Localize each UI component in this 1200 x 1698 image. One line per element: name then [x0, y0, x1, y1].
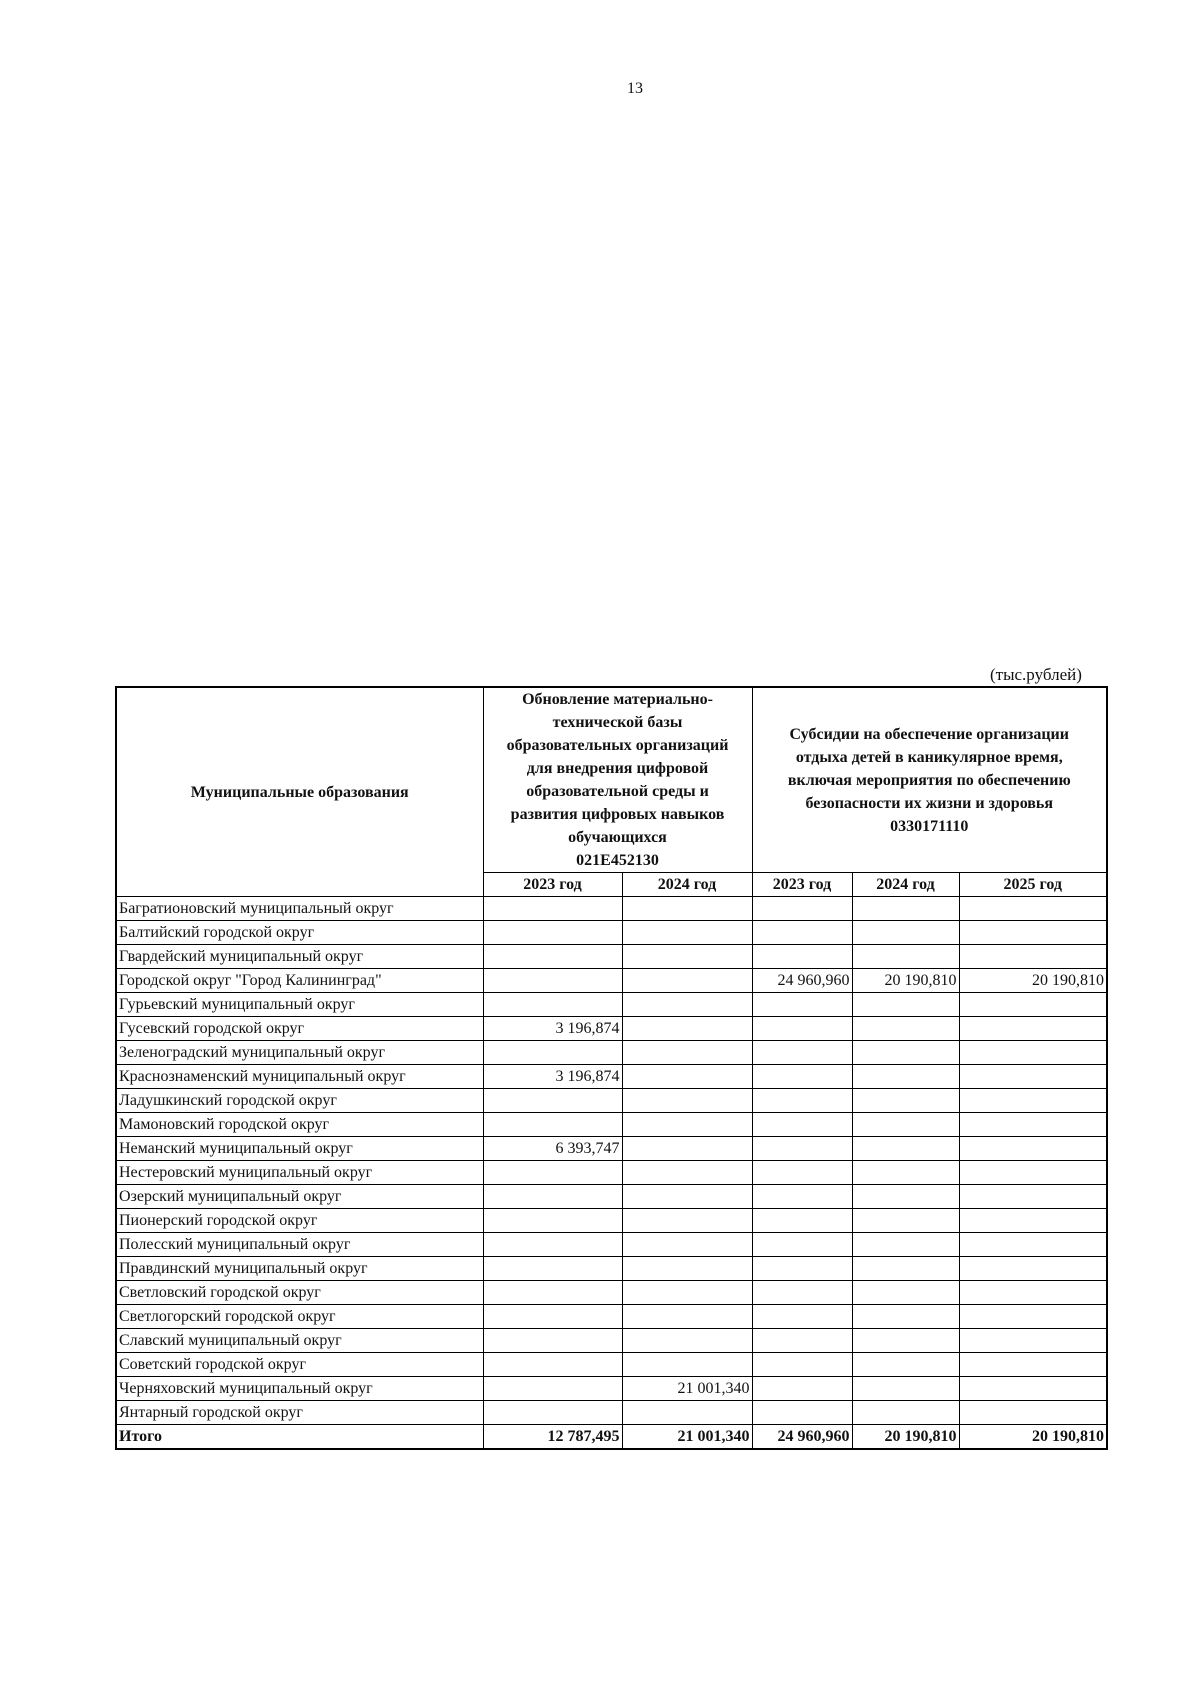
header-year: 2025 год	[959, 873, 1107, 897]
table-row	[116, 1233, 1107, 1257]
table-row	[116, 1401, 1107, 1425]
amount-cell: 21 001,340	[622, 1377, 752, 1401]
amount-cell	[959, 945, 1107, 969]
header-year: 2023 год	[483, 873, 622, 897]
amount-cell	[483, 1377, 622, 1401]
group1-title-line: Обновление материально-	[522, 691, 713, 708]
table-row	[116, 1041, 1107, 1065]
table-row	[116, 1377, 1107, 1401]
amount-cell	[752, 1233, 852, 1257]
header-group-children-recreation	[752, 687, 1107, 873]
amount-cell	[959, 1137, 1107, 1161]
amount-cell	[752, 1209, 852, 1233]
amount-cell	[852, 1305, 959, 1329]
amount-cell	[752, 1281, 852, 1305]
header-municipality: Муниципальные образования	[116, 687, 483, 897]
amount-cell	[852, 1185, 959, 1209]
amount-cell	[622, 969, 752, 993]
amount-cell	[483, 897, 622, 921]
amount-cell	[852, 1065, 959, 1089]
amount-cell	[752, 1089, 852, 1113]
amount-cell: 24 960,960	[752, 969, 852, 993]
table-row	[116, 1209, 1107, 1233]
amount-cell	[959, 1113, 1107, 1137]
municipality-name: Багратионовский муниципальный округ	[116, 897, 483, 921]
amount-cell	[959, 1377, 1107, 1401]
amount-cell	[959, 897, 1107, 921]
group1-title-line: образовательной среды и	[526, 783, 709, 800]
amount-cell	[959, 1185, 1107, 1209]
group1-title-line: развития цифровых навыков	[510, 806, 725, 823]
amount-cell	[852, 993, 959, 1017]
municipality-name: Нестеровский муниципальный округ	[116, 1161, 483, 1185]
amount-cell: 20 190,810	[852, 969, 959, 993]
amount-cell	[483, 1281, 622, 1305]
amount-cell	[852, 1281, 959, 1305]
table-row	[116, 1353, 1107, 1377]
amount-cell: 6 393,747	[483, 1137, 622, 1161]
amount-cell	[622, 1137, 752, 1161]
amount-cell	[622, 1329, 752, 1353]
municipality-name: Гвардейский муниципальный округ	[116, 945, 483, 969]
amount-cell	[483, 921, 622, 945]
amount-cell	[959, 1233, 1107, 1257]
amount-cell	[852, 1257, 959, 1281]
amount-cell	[483, 1185, 622, 1209]
amount-cell	[752, 897, 852, 921]
amount-cell	[483, 1113, 622, 1137]
amount-cell	[752, 1161, 852, 1185]
group1-title-line: 021E452130	[576, 852, 659, 869]
amount-cell	[752, 1065, 852, 1089]
amount-cell	[622, 897, 752, 921]
units-label: (тыс.рублей)	[990, 665, 1082, 684]
amount-cell	[959, 1257, 1107, 1281]
total-label: Итого	[116, 1425, 483, 1450]
table-row	[116, 1137, 1107, 1161]
municipality-name: Славский муниципальный округ	[116, 1329, 483, 1353]
amount-cell	[483, 969, 622, 993]
table-row	[116, 945, 1107, 969]
amount-cell	[959, 1017, 1107, 1041]
amount-cell	[752, 1185, 852, 1209]
amount-cell	[959, 921, 1107, 945]
amount-cell	[483, 1305, 622, 1329]
municipality-name: Гусевский городской округ	[116, 1017, 483, 1041]
amount-cell	[483, 1353, 622, 1377]
table-row	[116, 1161, 1107, 1185]
amount-cell	[959, 993, 1107, 1017]
amount-cell	[752, 1353, 852, 1377]
amount-cell	[622, 1281, 752, 1305]
amount-cell	[622, 1113, 752, 1137]
group2-title-line: 0330171110	[890, 817, 969, 835]
table-row	[116, 1017, 1107, 1041]
amount-cell	[622, 1041, 752, 1065]
group1-title-line: технической базы	[552, 714, 683, 731]
table-row	[116, 1305, 1107, 1329]
amount-cell	[622, 1305, 752, 1329]
amount-cell	[622, 1353, 752, 1377]
amount-cell	[852, 1137, 959, 1161]
group1-title-line: обучающихся	[568, 829, 667, 846]
amount-cell	[959, 1161, 1107, 1185]
amount-cell: 20 190,810	[959, 1425, 1107, 1450]
amount-cell: 20 190,810	[852, 1425, 959, 1450]
amount-cell: 24 960,960	[752, 1425, 852, 1450]
amount-cell	[852, 1209, 959, 1233]
amount-cell	[622, 921, 752, 945]
amount-cell	[622, 1161, 752, 1185]
table-row	[116, 1113, 1107, 1137]
municipality-name: Мамоновский городской округ	[116, 1113, 483, 1137]
table-row	[116, 1257, 1107, 1281]
municipality-name: Светлогорский городской округ	[116, 1305, 483, 1329]
table-row	[116, 1281, 1107, 1305]
amount-cell	[752, 1257, 852, 1281]
amount-cell	[483, 1329, 622, 1353]
amount-cell	[852, 1329, 959, 1353]
amount-cell	[852, 1401, 959, 1425]
amount-cell	[622, 1017, 752, 1041]
municipality-name: Гурьевский муниципальный округ	[116, 993, 483, 1017]
table-row	[116, 1185, 1107, 1209]
amount-cell	[483, 993, 622, 1017]
amount-cell	[622, 1089, 752, 1113]
amount-cell: 12 787,495	[483, 1425, 622, 1450]
group1-title-line: для внедрения цифровой	[526, 760, 709, 777]
amount-cell	[959, 1353, 1107, 1377]
amount-cell: 3 196,874	[483, 1065, 622, 1089]
amount-cell	[852, 1233, 959, 1257]
municipality-name: Янтарный городской округ	[116, 1401, 483, 1425]
group1-title-line: образовательных организаций	[506, 737, 729, 754]
amount-cell	[622, 1233, 752, 1257]
amount-cell	[852, 1353, 959, 1377]
group2-title-line: включая мероприятия по обеспечению	[787, 771, 1071, 789]
amount-cell: 3 196,874	[483, 1017, 622, 1041]
municipality-name: Озерский муниципальный округ	[116, 1185, 483, 1209]
amount-cell: 21 001,340	[622, 1425, 752, 1450]
table-row	[116, 993, 1107, 1017]
municipality-name: Советский городской округ	[116, 1353, 483, 1377]
amount-cell	[622, 1401, 752, 1425]
municipality-name: Полесский муниципальный округ	[116, 1233, 483, 1257]
group2-title-line: безопасности их жизни и здоровья	[805, 794, 1054, 812]
table-row	[116, 1089, 1107, 1113]
amount-cell	[622, 1065, 752, 1089]
amount-cell	[752, 1329, 852, 1353]
municipality-name: Городской округ "Город Калининград"	[116, 969, 483, 993]
amount-cell	[959, 1065, 1107, 1089]
amount-cell	[483, 1401, 622, 1425]
municipality-name: Светловский городской округ	[116, 1281, 483, 1305]
municipality-name: Зеленоградский муниципальный округ	[116, 1041, 483, 1065]
amount-cell	[959, 1401, 1107, 1425]
municipality-name: Балтийский городской округ	[116, 921, 483, 945]
amount-cell	[752, 1137, 852, 1161]
amount-cell	[752, 993, 852, 1017]
amount-cell	[852, 897, 959, 921]
amount-cell	[852, 945, 959, 969]
amount-cell	[852, 1041, 959, 1065]
amount-cell	[483, 945, 622, 969]
header-group-digital-education	[483, 687, 752, 873]
amount-cell	[622, 993, 752, 1017]
amount-cell	[752, 945, 852, 969]
amount-cell	[622, 1209, 752, 1233]
table-row	[116, 1065, 1107, 1089]
amount-cell	[852, 1113, 959, 1137]
table-row	[116, 921, 1107, 945]
amount-cell	[959, 1329, 1107, 1353]
group2-title-line: отдыха детей в каникулярное время,	[795, 748, 1063, 766]
amount-cell	[752, 1017, 852, 1041]
amount-cell	[752, 921, 852, 945]
amount-cell	[959, 1089, 1107, 1113]
amount-cell	[752, 1113, 852, 1137]
amount-cell	[852, 1089, 959, 1113]
amount-cell	[752, 1305, 852, 1329]
municipality-name: Неманский муниципальный округ	[116, 1137, 483, 1161]
amount-cell	[622, 945, 752, 969]
amount-cell	[752, 1401, 852, 1425]
total-row	[116, 1425, 1107, 1450]
amount-cell	[852, 1377, 959, 1401]
amount-cell	[852, 921, 959, 945]
subsidy-table	[115, 686, 1108, 1450]
amount-cell	[483, 1209, 622, 1233]
table-row	[116, 1329, 1107, 1353]
municipality-name: Черняховский муниципальный округ	[116, 1377, 483, 1401]
amount-cell	[959, 1305, 1107, 1329]
amount-cell	[959, 1209, 1107, 1233]
amount-cell	[959, 1041, 1107, 1065]
table-row	[116, 897, 1107, 921]
header-year: 2024 год	[622, 873, 752, 897]
municipality-name: Правдинский муниципальный округ	[116, 1257, 483, 1281]
municipality-name: Ладушкинский городской округ	[116, 1089, 483, 1113]
amount-cell	[959, 1281, 1107, 1305]
amount-cell	[852, 1017, 959, 1041]
amount-cell	[483, 1041, 622, 1065]
amount-cell	[483, 1089, 622, 1113]
amount-cell	[483, 1161, 622, 1185]
page-number: 13	[627, 80, 643, 97]
header-year: 2023 год	[752, 873, 852, 897]
amount-cell	[852, 1161, 959, 1185]
group2-title-line: Субсидии на обеспечение организации	[789, 725, 1069, 743]
table-row	[116, 969, 1107, 993]
amount-cell	[483, 1233, 622, 1257]
amount-cell: 20 190,810	[959, 969, 1107, 993]
amount-cell	[752, 1041, 852, 1065]
amount-cell	[483, 1257, 622, 1281]
amount-cell	[752, 1377, 852, 1401]
amount-cell	[622, 1257, 752, 1281]
amount-cell	[622, 1185, 752, 1209]
municipality-name: Краснознаменский муниципальный округ	[116, 1065, 483, 1089]
municipality-name: Пионерский городской округ	[116, 1209, 483, 1233]
header-year: 2024 год	[852, 873, 959, 897]
